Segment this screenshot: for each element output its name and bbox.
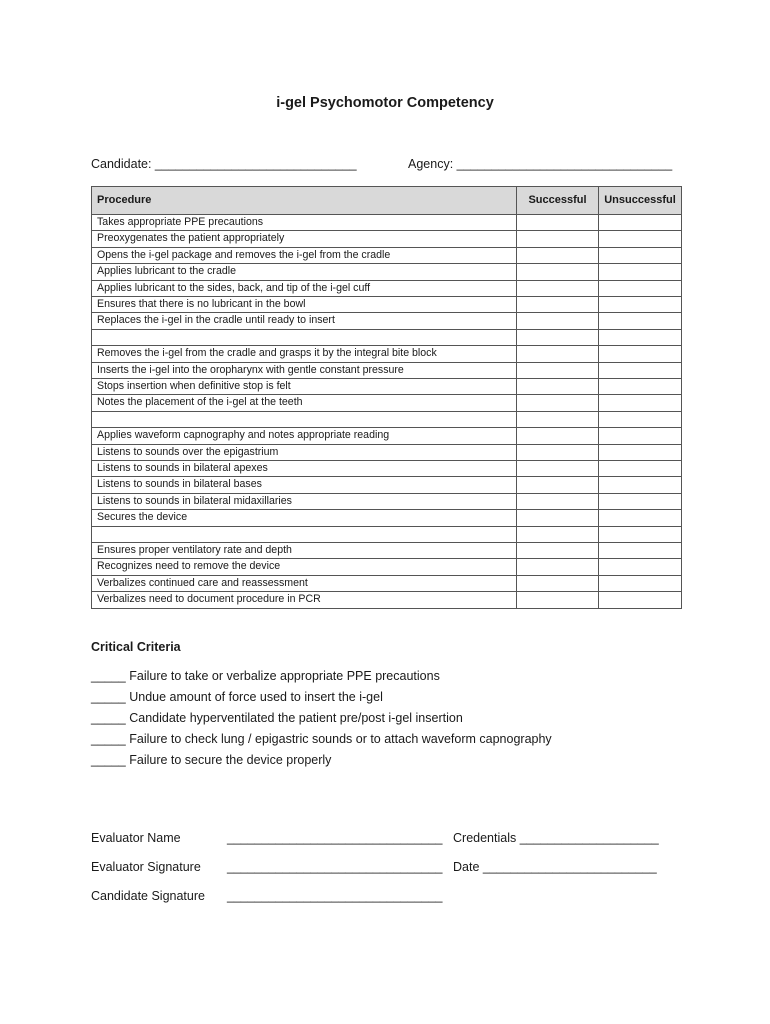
evaluator-name-label: Evaluator Name — [91, 831, 181, 845]
unsuccessful-cell[interactable] — [599, 559, 682, 575]
table-row — [92, 510, 682, 526]
table-row — [92, 362, 682, 378]
critical-item[interactable]: _____ Failure to secure the device properly — [91, 753, 332, 767]
evaluator-signature-line[interactable]: _______________________________ — [227, 860, 443, 874]
unsuccessful-cell[interactable] — [599, 215, 682, 231]
successful-cell[interactable] — [517, 264, 599, 280]
page-title: i-gel Psychomotor Competency — [276, 95, 494, 111]
unsuccessful-cell[interactable] — [599, 493, 682, 509]
table-row — [92, 264, 682, 280]
evaluator-name-line[interactable]: _______________________________ — [227, 831, 443, 845]
unsuccessful-cell[interactable] — [599, 510, 682, 526]
table-header-row — [92, 187, 682, 215]
successful-cell[interactable] — [517, 247, 599, 263]
table-row — [92, 526, 682, 542]
successful-cell[interactable] — [517, 510, 599, 526]
procedure-cell: Listens to sounds over the epigastrium — [92, 444, 517, 460]
successful-cell[interactable] — [517, 231, 599, 247]
procedure-table — [91, 186, 682, 609]
procedure-cell: Removes the i-gel from the cradle and grasps it by the integral bite block — [92, 346, 517, 362]
table-row — [92, 297, 682, 313]
credentials-field[interactable]: Credentials ____________________ — [453, 831, 659, 845]
procedure-cell — [92, 329, 517, 345]
procedure-cell: Secures the device — [92, 510, 517, 526]
procedure-cell: Listens to sounds in bilateral bases — [92, 477, 517, 493]
unsuccessful-cell[interactable] — [599, 362, 682, 378]
unsuccessful-cell[interactable] — [599, 526, 682, 542]
candidate-field[interactable]: Candidate: _____________________________ — [91, 157, 357, 171]
unsuccessful-cell[interactable] — [599, 329, 682, 345]
unsuccessful-cell[interactable] — [599, 477, 682, 493]
successful-cell[interactable] — [517, 362, 599, 378]
table-row — [92, 493, 682, 509]
successful-cell[interactable] — [517, 346, 599, 362]
unsuccessful-cell[interactable] — [599, 346, 682, 362]
unsuccessful-cell[interactable] — [599, 264, 682, 280]
unsuccessful-cell[interactable] — [599, 280, 682, 296]
successful-cell[interactable] — [517, 559, 599, 575]
successful-cell[interactable] — [517, 592, 599, 608]
procedure-cell: Ensures proper ventilatory rate and depth — [92, 543, 517, 559]
agency-field[interactable]: Agency: _______________________________ — [408, 157, 673, 171]
procedure-cell: Notes the placement of the i-gel at the teeth — [92, 395, 517, 411]
unsuccessful-cell[interactable] — [599, 313, 682, 329]
successful-cell[interactable] — [517, 280, 599, 296]
evaluator-signature-label: Evaluator Signature — [91, 860, 201, 874]
table-row — [92, 215, 682, 231]
table-row — [92, 280, 682, 296]
unsuccessful-cell[interactable] — [599, 231, 682, 247]
table-row — [92, 313, 682, 329]
unsuccessful-cell[interactable] — [599, 395, 682, 411]
procedure-cell: Applies lubricant to the sides, back, and tip of the i-gel cuff — [92, 280, 517, 296]
table-row — [92, 559, 682, 575]
procedure-cell: Listens to sounds in bilateral apexes — [92, 461, 517, 477]
successful-cell[interactable] — [517, 395, 599, 411]
candidate-signature-line[interactable]: _______________________________ — [227, 889, 443, 903]
unsuccessful-cell[interactable] — [599, 543, 682, 559]
procedure-cell: Preoxygenates the patient appropriately — [92, 231, 517, 247]
unsuccessful-cell[interactable] — [599, 379, 682, 395]
procedure-cell: Opens the i-gel package and removes the i-gel from the cradle — [92, 247, 517, 263]
successful-cell[interactable] — [517, 444, 599, 460]
procedure-cell: Stops insertion when definitive stop is felt — [92, 379, 517, 395]
date-field[interactable]: Date _________________________ — [453, 860, 657, 874]
table-row — [92, 477, 682, 493]
critical-item[interactable]: _____ Undue amount of force used to insert the i-gel — [91, 690, 383, 704]
successful-cell[interactable] — [517, 493, 599, 509]
successful-cell[interactable] — [517, 329, 599, 345]
procedure-cell: Verbalizes need to document procedure in PCR — [92, 592, 517, 608]
table-row — [92, 461, 682, 477]
successful-cell[interactable] — [517, 411, 599, 427]
unsuccessful-cell[interactable] — [599, 411, 682, 427]
critical-item[interactable]: _____ Failure to take or verbalize appropriate PPE precautions — [91, 669, 440, 683]
table-row — [92, 592, 682, 608]
table-row — [92, 379, 682, 395]
procedure-cell: Ensures that there is no lubricant in the bowl — [92, 297, 517, 313]
unsuccessful-header: Unsuccessful — [599, 187, 682, 215]
table-row — [92, 444, 682, 460]
procedure-cell — [92, 411, 517, 427]
successful-cell[interactable] — [517, 379, 599, 395]
procedure-cell: Replaces the i-gel in the cradle until ready to insert — [92, 313, 517, 329]
table-row — [92, 346, 682, 362]
successful-header: Successful — [517, 187, 599, 215]
critical-item[interactable]: _____ Candidate hyperventilated the patient pre/post i-gel insertion — [91, 711, 463, 725]
procedure-header: Procedure — [92, 187, 517, 215]
successful-cell[interactable] — [517, 575, 599, 591]
table-row — [92, 575, 682, 591]
successful-cell[interactable] — [517, 428, 599, 444]
successful-cell[interactable] — [517, 461, 599, 477]
procedure-cell: Applies waveform capnography and notes appropriate reading — [92, 428, 517, 444]
table-row — [92, 411, 682, 427]
unsuccessful-cell[interactable] — [599, 297, 682, 313]
critical-item[interactable]: _____ Failure to check lung / epigastric sounds or to attach waveform capnography — [91, 732, 552, 746]
unsuccessful-cell[interactable] — [599, 461, 682, 477]
procedure-cell: Inserts the i-gel into the oropharynx with gentle constant pressure — [92, 362, 517, 378]
table-row — [92, 543, 682, 559]
table-row — [92, 247, 682, 263]
procedure-cell: Verbalizes continued care and reassessment — [92, 575, 517, 591]
procedure-cell: Takes appropriate PPE precautions — [92, 215, 517, 231]
procedure-cell: Applies lubricant to the cradle — [92, 264, 517, 280]
unsuccessful-cell[interactable] — [599, 592, 682, 608]
critical-criteria-heading: Critical Criteria — [91, 640, 181, 654]
unsuccessful-cell[interactable] — [599, 444, 682, 460]
unsuccessful-cell[interactable] — [599, 575, 682, 591]
procedure-cell: Listens to sounds in bilateral midaxillaries — [92, 493, 517, 509]
unsuccessful-cell[interactable] — [599, 428, 682, 444]
table-row — [92, 428, 682, 444]
procedure-cell: Recognizes need to remove the device — [92, 559, 517, 575]
unsuccessful-cell[interactable] — [599, 247, 682, 263]
successful-cell[interactable] — [517, 297, 599, 313]
table-row — [92, 329, 682, 345]
successful-cell[interactable] — [517, 543, 599, 559]
successful-cell[interactable] — [517, 313, 599, 329]
procedure-cell — [92, 526, 517, 542]
successful-cell[interactable] — [517, 215, 599, 231]
table-row — [92, 231, 682, 247]
successful-cell[interactable] — [517, 477, 599, 493]
table-row — [92, 395, 682, 411]
candidate-signature-label: Candidate Signature — [91, 889, 205, 903]
successful-cell[interactable] — [517, 526, 599, 542]
